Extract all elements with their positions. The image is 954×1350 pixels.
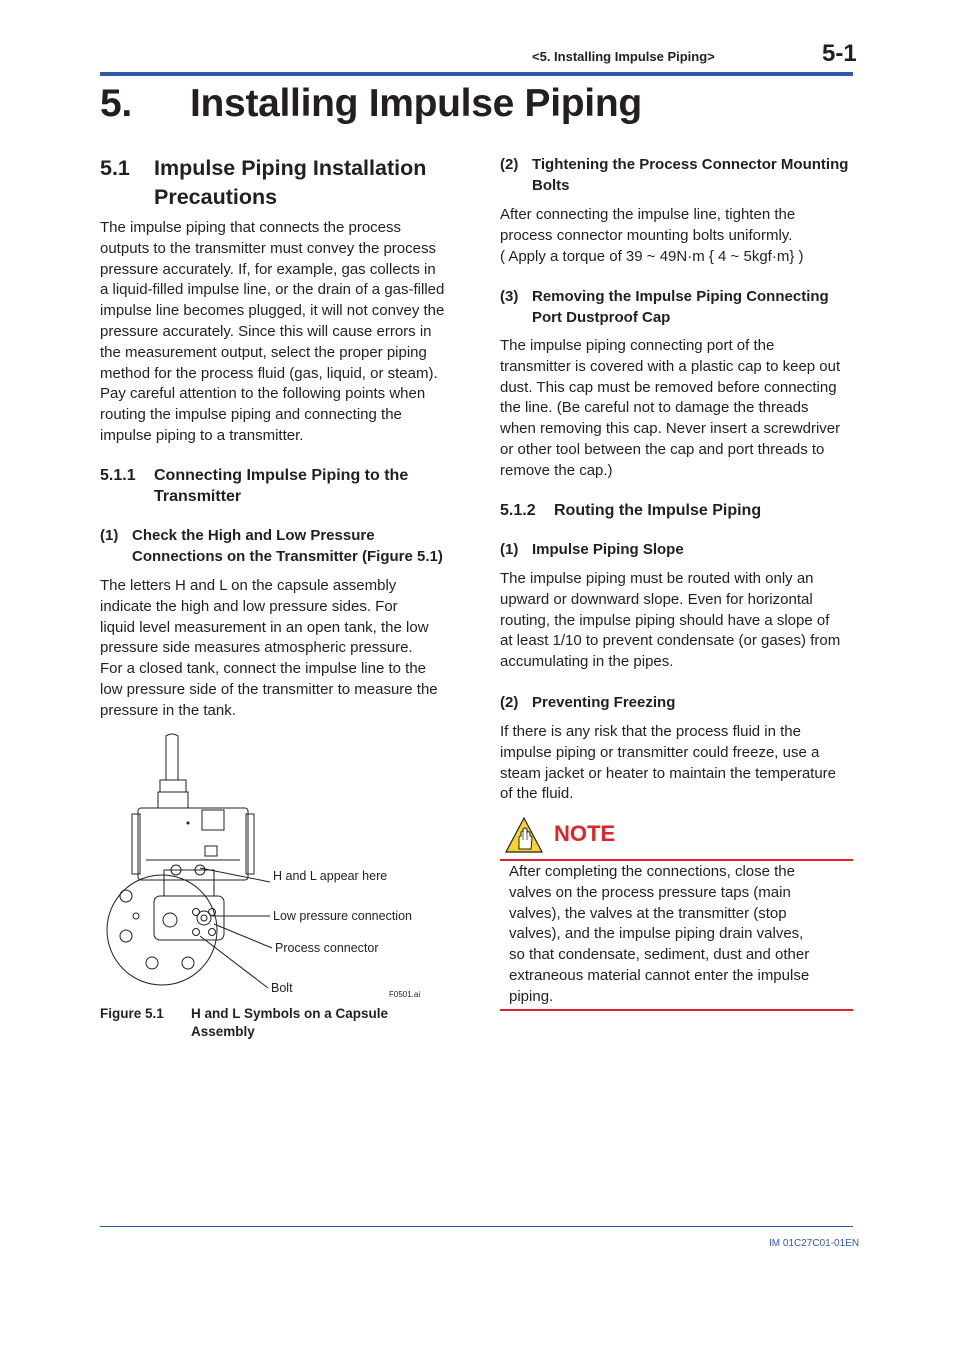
text-line: impulse piping or transmitter could freeze, use a — [500, 743, 820, 761]
text-line: The impulse piping connecting port of the — [500, 337, 775, 354]
chapter-number: 5. — [100, 82, 132, 125]
chapter-title-text: Installing Impulse Piping — [190, 82, 642, 125]
item-3-body — [500, 336, 840, 482]
flange-bolt-hole — [146, 957, 158, 969]
housing-screw — [187, 822, 189, 824]
subsection-5-1-2-heading — [500, 500, 860, 522]
text-line: outputs to the transmitter must convey the process — [100, 239, 436, 257]
chapter-title — [100, 82, 642, 126]
text-line: pressure side measures atmospheric pressure. — [100, 639, 413, 657]
housing-cap-right — [246, 814, 254, 874]
text-line: remove the cap.) — [500, 461, 613, 479]
text-line: indicate the high and low pressure sides. For — [100, 597, 398, 615]
text-line: routing, the impulse piping should have a slope of — [500, 611, 830, 629]
slope-body — [500, 569, 840, 673]
subsection-title: Connecting Impulse Piping to the Transmitter — [154, 467, 409, 505]
subsection-number: 5.1.2 — [500, 502, 536, 519]
subsection-title: Routing the Impulse Piping — [554, 502, 762, 519]
section-number: 5.1 — [100, 156, 130, 180]
item-title: Removing the Impulse Piping Connecting Port Dustproof Cap — [532, 288, 829, 326]
text-line: For a closed tank, connect the impulse line to the — [100, 660, 427, 678]
text-line: pressure in the tank. — [100, 701, 236, 719]
text-line: the line. (Be careful not to damage the threads — [500, 399, 809, 417]
section-title: Impulse Piping Installation Precautions — [154, 156, 427, 209]
caution-hand-icon — [504, 816, 544, 854]
warning-label — [205, 846, 217, 856]
text-line: pressure accurately. Since this will cause errors in — [100, 322, 432, 340]
amplifier-housing — [138, 808, 248, 880]
item-2-body — [500, 205, 804, 267]
figure-caption-title: H and L Symbols on a Capsule Assembly — [191, 1006, 389, 1039]
item-number: (1) — [100, 527, 119, 544]
text-line: If there is any risk that the process fluid in the — [500, 723, 801, 740]
freezing-heading — [500, 692, 860, 714]
flange-marker — [133, 913, 139, 919]
housing-label-plate — [202, 810, 224, 830]
note-title: NOTE — [554, 821, 616, 846]
text-line: of the fluid. — [500, 785, 574, 803]
text-line: so that condensate, sediment, dust and other — [509, 946, 810, 964]
note-bottom-rule — [500, 1009, 853, 1011]
subsection-number: 5.1.1 — [100, 467, 136, 484]
footer-rule — [100, 1226, 853, 1227]
capsule-assembly-figure — [100, 730, 440, 1005]
text-line: dust. This cap must be removed before connecting — [500, 378, 837, 396]
figure-label-connector: Process connector — [275, 941, 379, 955]
item-title: Tightening the Process Connector Mounting Bolts — [532, 156, 849, 194]
item-2-heading — [500, 154, 860, 198]
item-number: (3) — [500, 288, 519, 305]
document-id: IM 01C27C01-01EN — [769, 1238, 860, 1249]
text-line: valves), and the impulse piping drain valves, — [509, 925, 804, 943]
text-line: valves), the valves at the transmitter (stop — [509, 904, 787, 922]
leader-line-bolt — [200, 936, 268, 988]
capsule-body — [154, 896, 224, 940]
item-3-heading — [500, 286, 860, 330]
text-line: impulse line becomes plugged, it will not convey the — [100, 302, 445, 320]
item-title: Check the High and Low Pressure Connections on the Transmitter (Figure 5.1) — [132, 527, 443, 565]
text-line: a liquid-filled impulse line, or the drain of a gas-filled — [100, 281, 445, 299]
text-line: valves on the process pressure taps (main — [509, 883, 791, 901]
text-line: After completing the connections, close the — [509, 863, 795, 880]
antenna-mount — [158, 792, 188, 808]
note-top-rule — [500, 859, 853, 861]
capsule-neck — [164, 870, 214, 896]
flange-bolt-hole — [120, 930, 132, 942]
antenna-shape — [166, 734, 178, 780]
figure-caption-number: Figure 5.1 — [100, 1006, 164, 1021]
text-line: process connector mounting bolts uniformly. — [500, 226, 793, 244]
item-number: (2) — [500, 694, 519, 711]
antenna-base — [160, 780, 186, 792]
text-line: low pressure side of the transmitter to measure the — [100, 680, 438, 698]
text-line: upward or downward slope. Even for horizontal — [500, 590, 813, 608]
text-line: Pay careful attention to the following points when — [100, 385, 426, 403]
text-line: accumulating in the pipes. — [500, 653, 674, 671]
item-number: (1) — [500, 541, 519, 558]
text-line: or other tool between the cap and port threads to — [500, 440, 825, 458]
high-side-port — [163, 913, 177, 927]
page-number: 5-1 — [822, 40, 857, 67]
item-number: (2) — [500, 156, 519, 173]
item-1-body — [100, 576, 438, 722]
item-title: Impulse Piping Slope — [532, 541, 684, 558]
text-line: liquid level measurement in an open tank, the low — [100, 618, 429, 636]
running-header: <5. Installing Impulse Piping> — [532, 49, 715, 64]
text-line: method for the process fluid (gas, liquid, or steam). — [100, 364, 438, 382]
flange-bolt-hole — [120, 890, 132, 902]
figure-label-low: Low pressure connection — [273, 909, 412, 923]
text-line: impulse piping to a transmitter. — [100, 426, 304, 444]
low-side-port-inner — [201, 915, 207, 921]
text-line: The impulse piping must be routed with only an — [500, 570, 814, 587]
section-5-1-heading — [100, 154, 460, 212]
text-line: transmitter is covered with a plastic cap to keep out — [500, 357, 841, 375]
text-line: The impulse piping that connects the process — [100, 219, 402, 236]
item-1-heading — [100, 525, 460, 569]
figure-label-hl: H and L appear here — [273, 869, 388, 883]
slope-heading — [500, 539, 860, 561]
connector-bolt — [209, 929, 216, 936]
item-title: Preventing Freezing — [532, 694, 676, 711]
flange-bolt-hole — [182, 957, 194, 969]
text-line: routing the impulse piping and connecting the — [100, 406, 402, 424]
figure-file-code: F0501.ai — [389, 990, 421, 999]
housing-cap-left — [132, 814, 140, 874]
text-line: piping. — [509, 987, 554, 1005]
text-line: pressure accurately. If, for example, gas collects in — [100, 260, 436, 278]
text-line: ( Apply a torque of 39 ~ 49N·m { 4 ~ 5kgf·m} ) — [500, 247, 804, 265]
figure-caption — [100, 1005, 420, 1041]
section-5-1-intro — [100, 218, 444, 447]
note-body — [509, 862, 809, 1008]
text-line: at least 1/10 to prevent condensate (or gases) from — [500, 632, 841, 650]
header-rule — [100, 72, 853, 76]
connector-bolt — [193, 909, 200, 916]
text-line: The letters H and L on the capsule assembly — [100, 577, 397, 594]
text-line: extraneous material cannot enter the impulse — [509, 966, 810, 984]
text-line: the measurement output, select the proper piping — [100, 343, 427, 361]
leader-line-connector — [214, 924, 272, 948]
subsection-5-1-1-heading — [100, 465, 460, 509]
text-line: steam jacket or heater to maintain the temperature — [500, 764, 837, 782]
figure-label-bolt: Bolt — [271, 981, 293, 995]
freezing-body — [500, 722, 836, 805]
connector-bolt — [193, 929, 200, 936]
text-line: when removing this cap. Never insert a screwdriver — [500, 420, 841, 438]
text-line: After connecting the impulse line, tighten the — [500, 206, 796, 223]
